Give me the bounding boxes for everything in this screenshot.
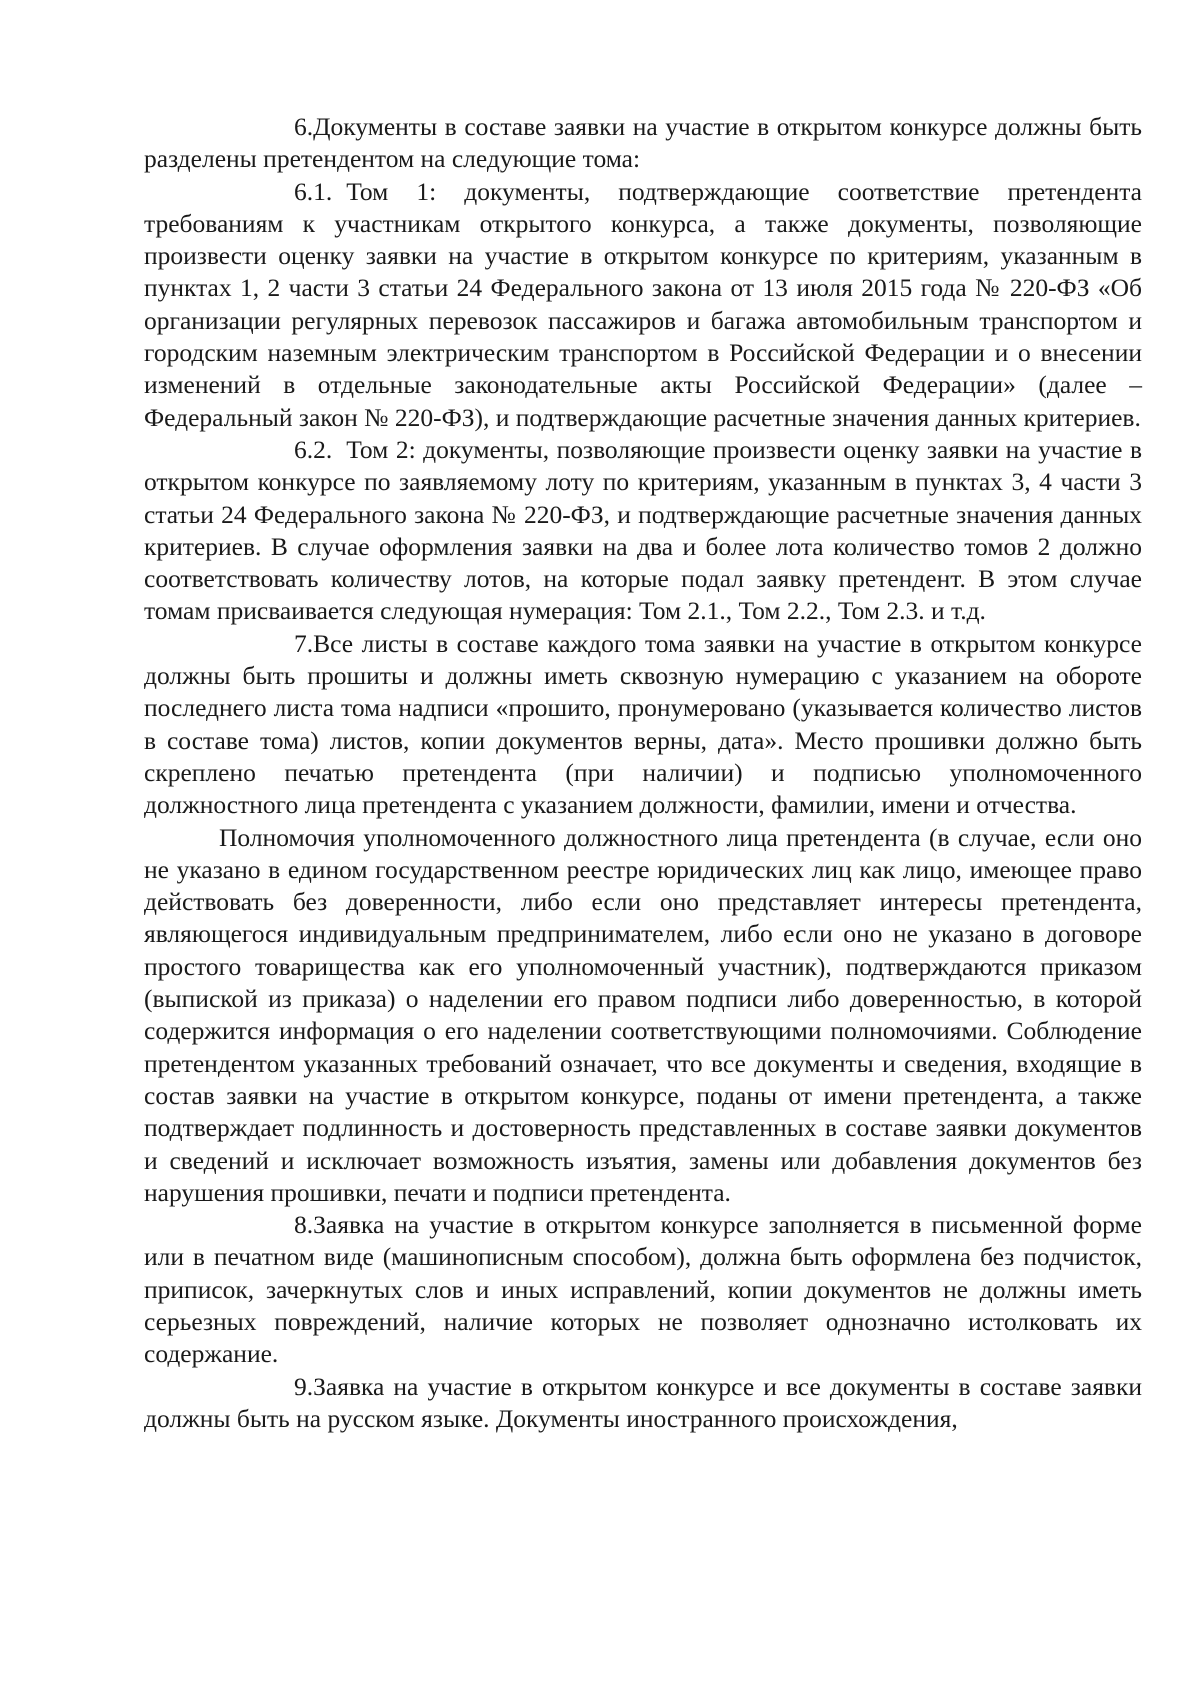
paragraph-number: 7. <box>294 628 314 658</box>
paragraph-number: 9. <box>294 1371 314 1401</box>
paragraph-number: 8. <box>294 1210 314 1240</box>
paragraph-number: 6.1. <box>294 176 333 206</box>
paragraph-6 <box>144 111 1142 176</box>
paragraph-text: Заявка на участие в открытом конкурсе и все документы в составе заявки должны быть на русском языке. Документы иностранного происхождения, <box>144 1371 1142 1433</box>
paragraph-text: Все листы в составе каждого тома заявки на участие в открытом конкурсе должны быть прошиты и должны иметь сквозную нумерацию с указанием на обороте последнего листа тома надписи «прошито, пронумеровано (указывается количество листов в составе тома) листов, копии документов верны, дата». Место прошивки должно быть скреплено печатью претендента (при наличии) и подписью уполномоченного должностного лица претендента с указанием должности, фамилии, имени и отчества. <box>144 628 1142 820</box>
paragraph-text: Документы в составе заявки на участие в открытом конкурсе должны быть разделены претендентом на следующие тома: <box>144 112 1142 174</box>
paragraph-text: Том 2: документы, позволяющие произвести оценку заявки на участие в открытом конкурсе по заявляемому лоту по критериям, указанным в пунктах 3, 4 части 3 статьи 24 Федерального закона № 220-ФЗ, и подтверждающие расчетные значения данных критериев. В случае оформления заявки на два и более лота количество томов 2 должно соответствовать количеству лотов, на которые подал заявку претендент. В этом случае томам присваивается следующая нумерация: Том 2.1., Том 2.2., Том 2.3. и т.д. <box>144 434 1142 626</box>
paragraph-8 <box>144 1209 1142 1370</box>
paragraph-text: Заявка на участие в открытом конкурсе заполняется в письменной форме или в печатном виде (машинописным способом), должна быть оформлена без подчисток, приписок, зачеркнутых слов и иных исправлений, копии документов не должны иметь серьезных повреждений, наличие которых не позволяет однозначно истолковать их содержание. <box>144 1210 1142 1369</box>
paragraph-7 <box>144 628 1142 822</box>
paragraph-9 <box>144 1371 1142 1436</box>
paragraph-6-2 <box>144 434 1142 628</box>
paragraph-number: 6. <box>294 112 314 141</box>
paragraph-7-authority <box>144 822 1142 1210</box>
paragraph-text: Том 1: документы, подтверждающие соответствие претендента требованиям к участникам открытого конкурса, а также документы, позволяющие произвести оценку заявки на участие в открытом конкурсе по критериям, указанным в пунктах 1, 2 части 3 статьи 24 Федерального закона от 13 июля 2015 года № 220-ФЗ «Об организации регулярных перевозок пассажиров и багажа автомобильным транспортом и городским наземным электрическим транспортом в Российской Федерации и о внесении изменений в отдельные законодательные акты Российской Федерации» (далее – Федеральный закон № 220-ФЗ), и подтверждающие расчетные значения данных критериев. <box>144 176 1142 432</box>
paragraph-6-1 <box>144 176 1142 434</box>
paragraph-text: Полномочия уполномоченного должностного лица претендента (в случае, если оно не указано в едином государственном реестре юридических лиц как лицо, имеющее право действовать без доверенности, либо если оно представляет интересы претендента, являющегося индивидуальным предпринимателем, либо если оно не указано в договоре простого товарищества как его уполномоченный участник), подтверждаются приказом (выпиской из приказа) о наделении его правом подписи либо доверенностью, в которой содержится информация о его наделении соответствующими полномочиями. Соблюдение претендентом указанных требований означает, что все документы и сведения, входящие в состав заявки на участие в открытом конкурсе, поданы от имени претендента, а также подтверждает подлинность и достоверность представленных в составе заявки документов и сведений и исключает возможность изъятия, замены или добавления документов без нарушения прошивки, печати и подписи претендента. <box>144 822 1142 1207</box>
paragraph-number: 6.2. <box>294 434 333 464</box>
